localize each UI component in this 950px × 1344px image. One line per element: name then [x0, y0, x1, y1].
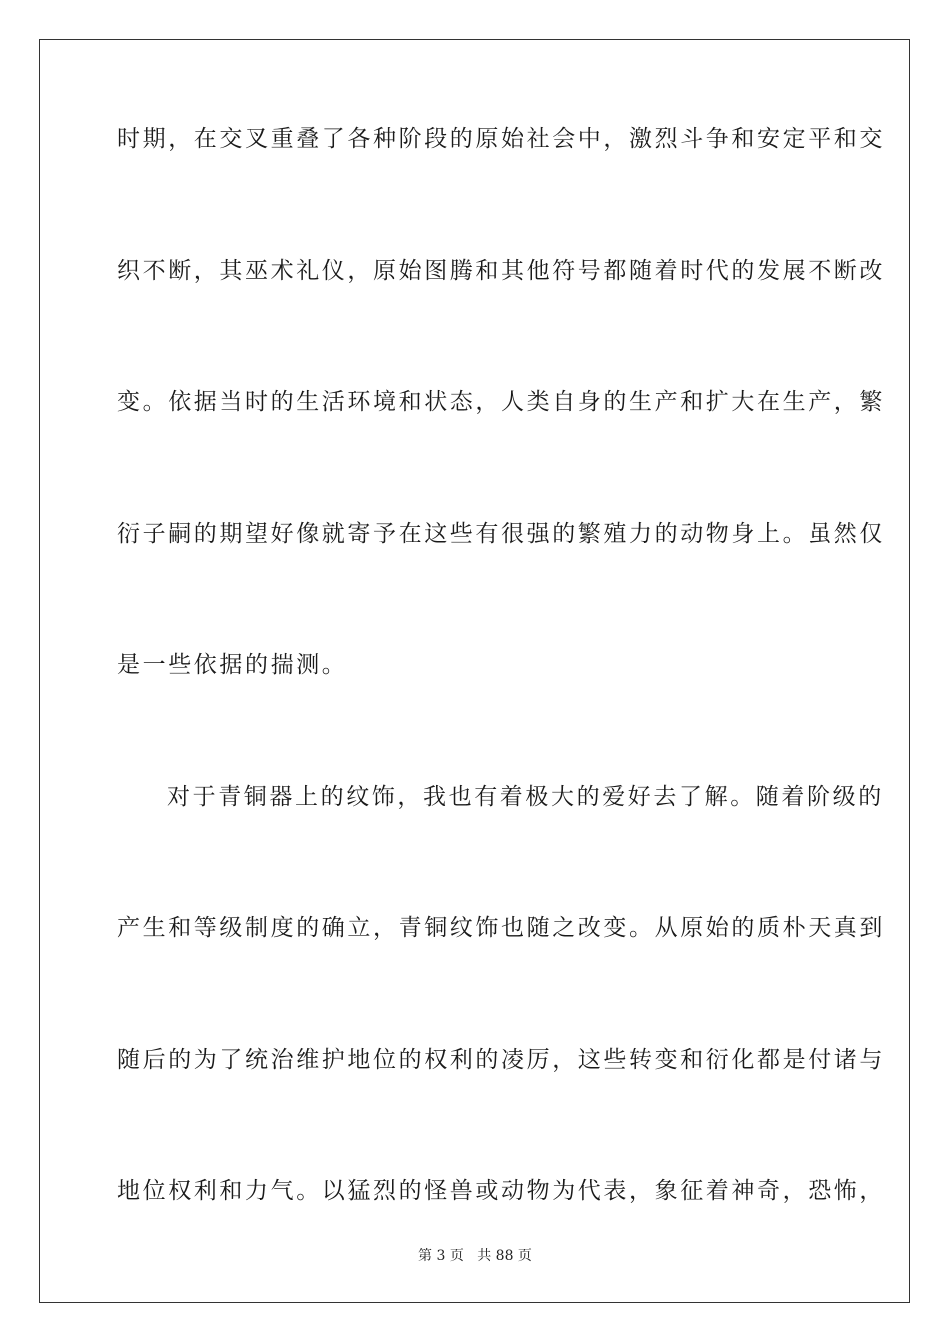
text-line: 地位权利和力气。以猛烈的怪兽或动物为代表，象征着神奇，恐怖， [117, 1178, 885, 1204]
page-number: 第 3 页 [418, 1248, 464, 1264]
text-line: 织不断，其巫术礼仪，原始图腾和其他符号都随着时代的发展不断改 [117, 257, 885, 284]
text-line: 随后的为了统治维护地位的权利的凌厉，这些转变和衍化都是付诸与 [117, 1046, 885, 1073]
text-line: 产生和等级制度的确立，青铜纹饰也随之改变。从原始的质朴天真到 [117, 915, 885, 941]
total-pages: 共 88 页 [477, 1248, 532, 1264]
paragraph-start-line: 对于青铜器上的纹饰，我也有着极大的爱好去了解。随着阶级的 [167, 783, 884, 810]
text-line: 衍子嗣的期望好像就寄予在这些有很强的繁殖力的动物身上。虽然仅 [117, 520, 885, 547]
text-line: 时期，在交叉重叠了各种阶段的原始社会中，激烈斗争和安定平和交 [117, 126, 885, 152]
text-line: 是一些依据的揣测。 [117, 652, 348, 678]
text-line: 变。依据当时的生活环境和状态，人类自身的生产和扩大在生产，繁 [117, 389, 885, 415]
page-footer [0, 1247, 950, 1265]
document-body [117, 124, 885, 1308]
